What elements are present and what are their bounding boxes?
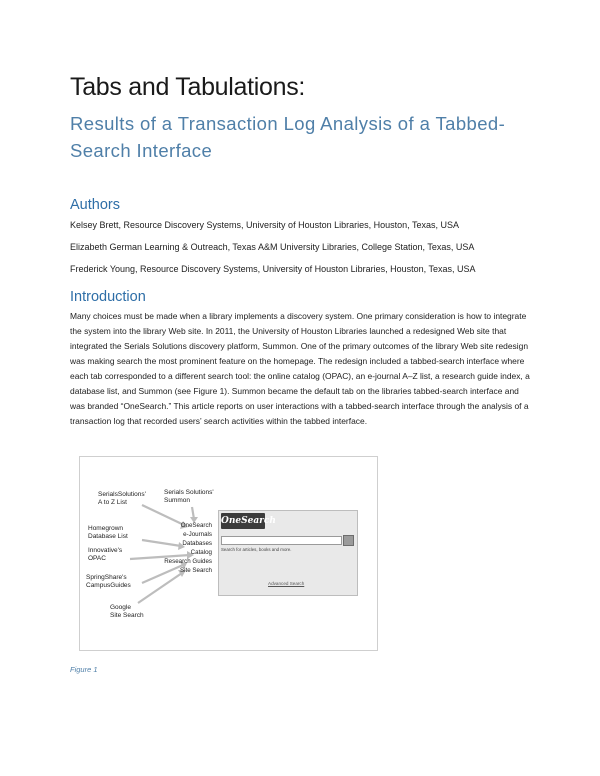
figure-1 <box>79 456 378 651</box>
author-2: Elizabeth German Learning & Outreach, Texas A&M University Libraries, College Station, Texas, USA <box>70 242 475 252</box>
callout-springshare: SpringShare's CampusGuides <box>86 574 131 589</box>
onesearch-logo: OneSearch <box>221 513 265 529</box>
authors-heading: Authors <box>70 197 120 213</box>
advanced-search-link[interactable]: Advanced Search <box>268 581 305 586</box>
tab-databases[interactable]: Databases <box>182 540 212 547</box>
paper-title: Tabs and Tabulations: <box>70 73 306 101</box>
paper-subtitle: Results of a Transaction Log Analysis of a Tabbed-Search Interface <box>70 113 506 161</box>
callout-serials-az: SerialsSolutions' A to Z List <box>98 491 146 506</box>
tab-onesearch[interactable]: OneSearch <box>180 522 212 529</box>
author-1: Kelsey Brett, Resource Discovery Systems, University of Houston Libraries, Houston, Texas, USA <box>70 220 459 230</box>
figure-caption: Figure 1 <box>70 665 98 674</box>
callout-innovative: Innovative's OPAC <box>88 547 123 562</box>
introduction-paragraph: Many choices must be made when a library implements a discovery system. One primary consideration is how to integrate the system into the library Web site. In 2011, the University of Houston Libraries launched a redesigned Web site that integrated the Serials Solutions discovery platform, Summon. One of the primary outcomes of the library Web site redesign was making search the most prominent feature on the homepage. The redesign included a tabbed-search interface where each tab corresponded to a different search tool: the online catalog (OPAC), an e-journal A–Z list, a research guide index, a database list, and Summon (see Figure 1). Summon became the default tab on the libraries tabbed-search interface and was branded “OneSearch.” This article reports on user interactions with a tabbed-search interface through the analysis of a transaction log that recorded users’ search activities within the tabbed interface. <box>70 311 530 426</box>
callout-summon: Serials Solutions' Summon <box>164 489 214 504</box>
callout-homegrown: Homegrown Database List <box>88 525 128 540</box>
arrow-google <box>138 573 182 603</box>
search-go-button[interactable] <box>343 535 354 546</box>
introduction-heading: Introduction <box>70 289 146 305</box>
tab-catalog[interactable]: Catalog <box>190 549 212 556</box>
search-hint: Search for articles, books and more. <box>221 547 292 552</box>
author-3: Frederick Young, Resource Discovery Systems, University of Houston Libraries, Houston, Texas, USA <box>70 264 476 274</box>
tab-research-guides[interactable]: Research Guides <box>164 558 212 565</box>
tab-site-search[interactable]: Site Search <box>180 567 212 574</box>
callout-google: Google Site Search <box>110 604 144 619</box>
tab-e-journals[interactable]: e-Journals <box>183 531 212 538</box>
search-input[interactable] <box>221 536 342 545</box>
